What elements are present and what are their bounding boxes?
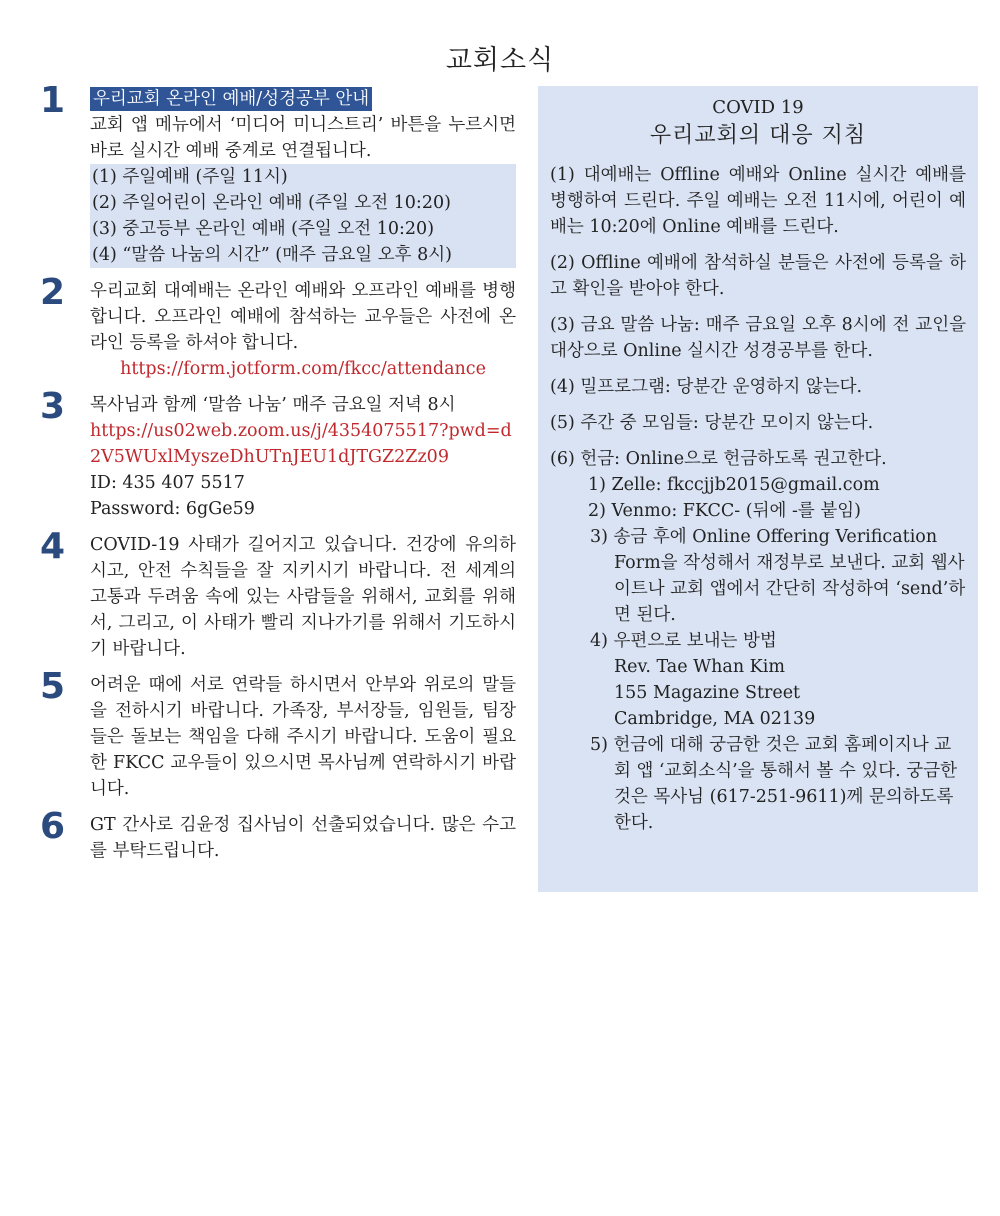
guideline-6: (6) 헌금: Online으로 헌금하도록 권고한다. [550,449,887,469]
guideline-4: (4) 밀프로그램: 당분간 운영하지 않는다. [550,377,863,397]
news-item-5 [40,666,516,802]
guideline-3: (3) 금요 말씀 나눔: 매주 금요일 오후 8시에 전 교인을 대상으로 Online 실시간 성경공부를 한다. [550,315,966,361]
zelle-info: 1) Zelle: fkccjjb2015@gmail.com [588,475,880,495]
item-text: 목사님과 함께 ‘말씀 나눔’ 매주 금요일 저녁 8시 [90,395,456,415]
service-list-item: (2) 주일어린이 온라인 예배 (주일 오전 10:20) [90,190,516,216]
item-text: 교회 앱 메뉴에서 ‘미디어 미니스트리’ 바튼을 누르시면 바로 실시간 예배 중계로 연결됩니다. [90,115,516,161]
address-line: 155 Magazine Street [614,683,801,703]
covid-guidelines-box [538,86,978,892]
verification-info: 3) 송금 후에 Online Offering Verification Form을 작성해서 재정부로 보낸다. 교회 웹사이트나 교회 앱에서 간단히 작성하여 ‘send’하면 된다. [590,527,966,625]
item-text: COVID-19 사태가 길어지고 있습니다. 건강에 유의하시고, 안전 수칙들을 잘 지키시기 바랍니다. 전 세계의 고통과 두려움 속에 있는 사람들을 위해서, 교회를 위해서, 그리고, 이 사태가 빨리 지나가기를 위해서 기도하시기 바랍니다. [90,535,516,659]
box-heading: COVID 19 [712,97,804,118]
service-list-item: (1) 주일예배 (주일 11시) [90,164,516,190]
item-text: 우리교회 대예배는 온라인 예배와 오프라인 예배를 병행합니다. 오프라인 예배에 참석하는 교우들은 사전에 온라인 등록을 하셔야 합니다. [90,281,516,353]
address-line: Rev. Tae Whan Kim [614,657,785,677]
news-list [40,80,516,864]
item-number: 2 [40,272,66,313]
news-item-4 [40,526,516,662]
item-number: 6 [40,806,66,847]
guideline-2: (2) Offline 예배에 참석하실 분들은 사전에 등록을 하고 확인을 받아야 한다. [550,253,966,299]
item-heading: 우리교회 온라인 예배/성경공부 안내 [90,87,372,111]
news-item-1 [40,80,516,268]
mail-method: 4) 우편으로 보내는 방법 [590,631,777,651]
zoom-id: ID: 435 407 5517 [90,473,245,493]
news-item-2 [40,272,516,382]
service-list-item: (4) “말씀 나눔의 시간” (매주 금요일 오후 8시) [90,242,516,268]
guideline-1: (1) 대예배는 Offline 예배와 Online 실시간 예배를 병행하여 드린다. 주일 예배는 오전 11시에, 어린이 예배는 10:20에 Online 예배를 드린다. [550,165,966,237]
venmo-info: 2) Venmo: FKCC- (뒤에 -를 붙임) [588,501,861,521]
item-number: 4 [40,526,66,567]
item-number: 3 [40,386,66,427]
page-title: 교회소식 [445,45,555,76]
item-number: 5 [40,666,66,707]
box-subheading: 우리교회의 대응 지침 [649,123,867,148]
item-text: 어려운 때에 서로 연락들 하시면서 안부와 위로의 말들을 전하시기 바랍니다. 가족장, 부서장들, 임원들, 팀장들은 돌보는 책임을 다해 주시기 바랍니다. 도움이 필요한 FKCC 교우들이 있으시면 목사님께 연락하시기 바랍니다. [90,675,516,799]
service-list-item: (3) 중고등부 온라인 예배 (주일 오전 10:20) [90,216,516,242]
news-item-3 [40,386,516,522]
item-text: GT 간사로 김윤정 집사님이 선출되었습니다. 많은 수고를 부탁드립니다. [90,815,516,861]
news-item-6 [40,806,516,864]
item-number: 1 [40,80,66,121]
zoom-password: Password: 6gGe59 [90,499,255,519]
zoom-link[interactable]: https://us02web.zoom.us/j/4354075517?pwd=d2V5WUxlMyszeDhUTnJEU1dJTGZ2Zz09 [90,421,512,467]
address-line: Cambridge, MA 02139 [614,709,816,729]
inquiry-info: 5) 헌금에 대해 궁금한 것은 교회 홈페이지나 교회 앱 ‘교회소식’을 통해서 볼 수 있다. 궁금한 것은 목사님 (617-251-9611)께 문의하도록 한다. [590,735,958,833]
attendance-link[interactable]: https://form.jotform.com/fkcc/attendance [120,359,486,379]
guideline-5: (5) 주간 중 모임들: 당분간 모이지 않는다. [550,413,874,433]
